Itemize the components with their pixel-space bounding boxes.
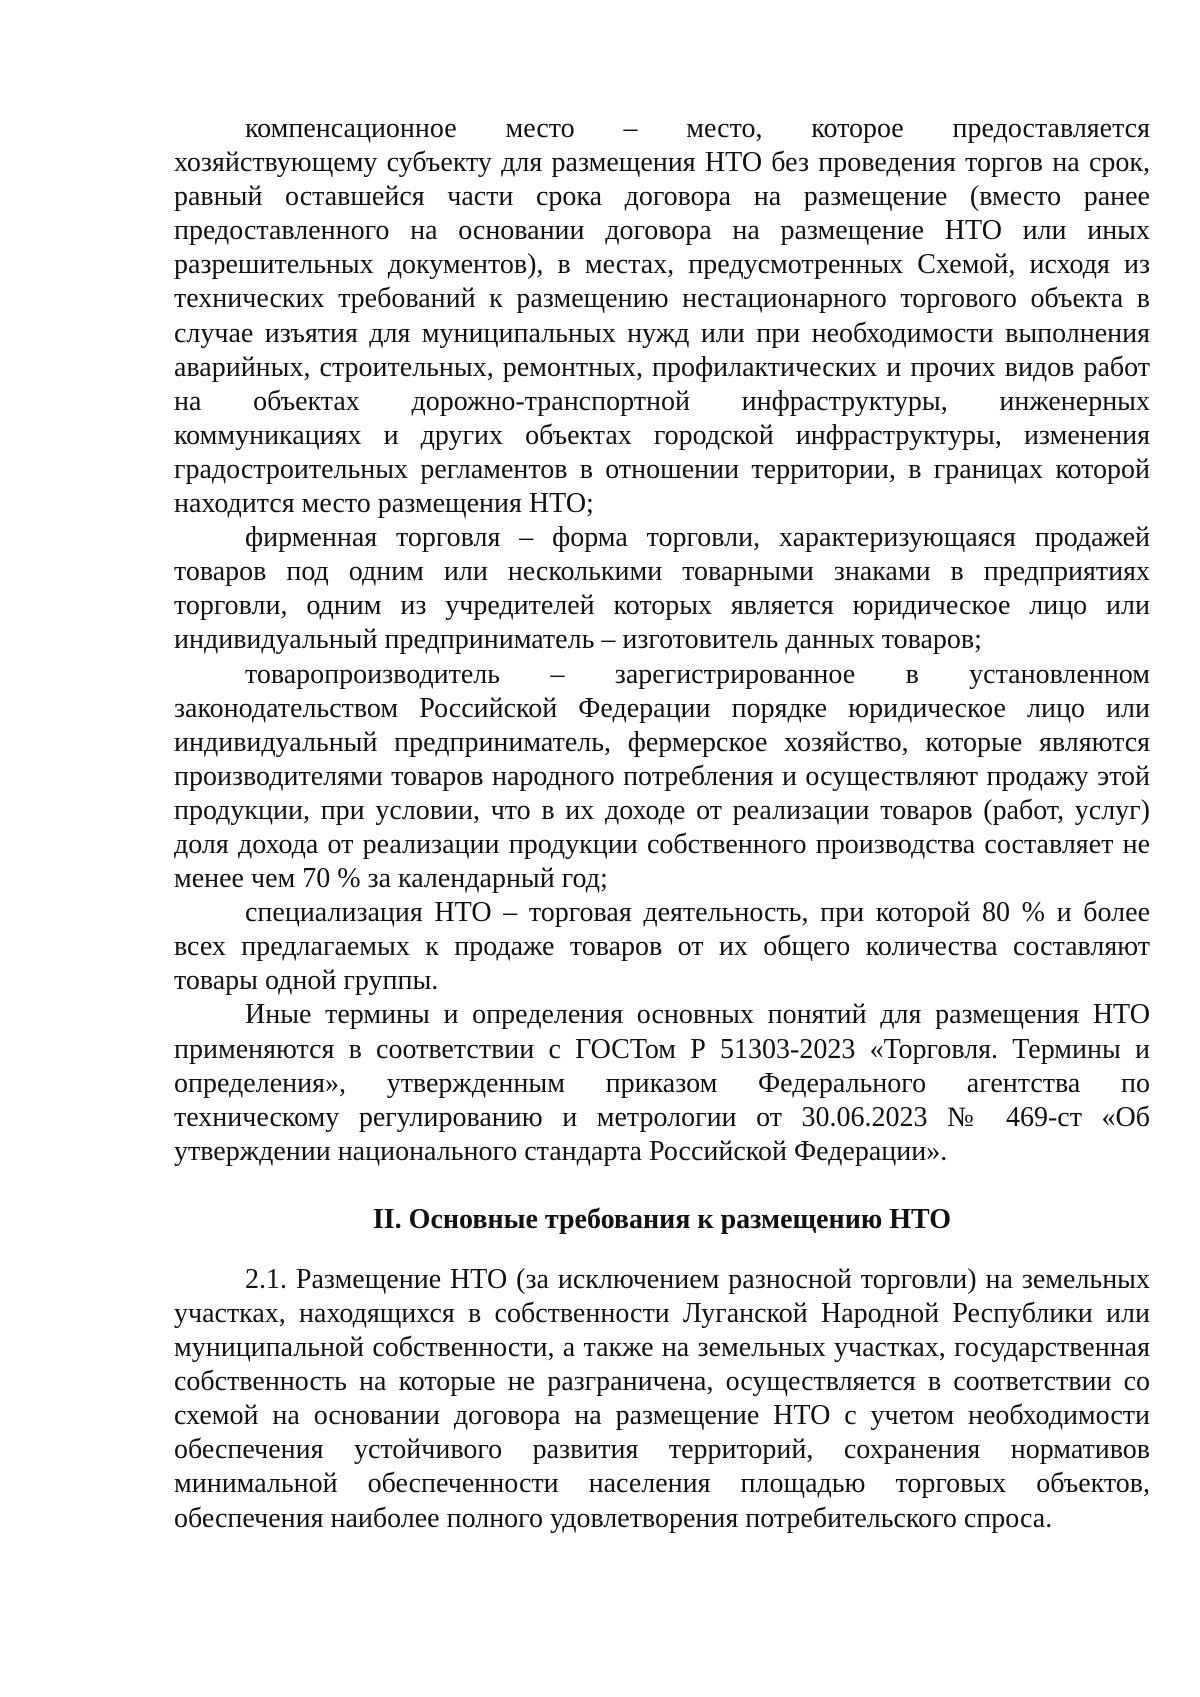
section-heading: II. Основные требования к размещению НТО <box>372 1203 952 1235</box>
paragraph-brand-trade: фирменная торговля – форма торговли, характеризующаяся продажей товаров под одним или несколькими товарными знаками в предприятиях торговли, одним из учредителей которых является юридическое лицо или индивидуальный предприниматель – изготовитель данных товаров; <box>174 522 1150 656</box>
paragraph-other-terms: Иные термины и определения основных понятий для размещения НТО применяются в соответствии с ГОСТом Р 51303-2023 «Торговля. Термины и определения», утвержденным приказом Федерального агентства по техническому регулированию и метрологии от 30.06.2023 № 469-ст «Об утверждении национального стандарта Российской Федерации». <box>174 999 1150 1167</box>
paragraph-producer: товаропроизводитель – зарегистрированное в установленном законодательством Российской Федерации порядке юридическое лицо или индивидуальный предприниматель, фермерское хозяйство, которые являются производителями товаров народного потребления и осуществляют продажу этой продукции, при условии, что в их доходе от реализации товаров (работ, услуг) доля дохода от реализации продукции собственного производства составляет не менее чем 70 % за календарный год; <box>174 658 1150 895</box>
paragraph-compensation-place: компенсационное место – место, которое предоставляется хозяйствующему субъекту для размещения НТО без проведения торгов на срок, равный оставшейся части срока договора на размещение (вместо ранее предоставленного на основании договора на размещение НТО или иных разрешительных документов), в местах, предусмотренных Схемой, исходя из технических требований к размещению нестационарного торгового объекта в случае изъятия для муниципальных нужд или при необходимости выполнения аварийных, строительных, ремонтных, профилактических и прочих видов работ на объектах дорожно-транспортной инфраструктуры, инженерных коммуникациях и других объектах городской инфраструктуры, изменения градостроительных регламентов в отношении территории, в границах которой находится место размещения НТО; <box>174 113 1150 520</box>
paragraph-2-1: 2.1. Размещение НТО (за исключением разносной торговли) на земельных участках, находящихся в собственности Луганской Народной Республики или муниципальной собственности, а также на земельных участках, государственная собственность на которые не разграничена, осуществляется в соответствии со схемой на основании договора на размещение НТО с учетом необходимости обеспечения устойчивого развития территорий, сохранения нормативов минимальной обеспеченности населения площадью торговых объектов, обеспечения наиболее полного удовлетворения потребительского спроса. <box>174 1263 1150 1534</box>
paragraph-specialization: специализация НТО – торговая деятельность, при которой 80 % и более всех предлагаемых к продаже товаров от их общего количества составляют товары одной группы. <box>174 897 1150 997</box>
document-body <box>174 112 1150 1536</box>
